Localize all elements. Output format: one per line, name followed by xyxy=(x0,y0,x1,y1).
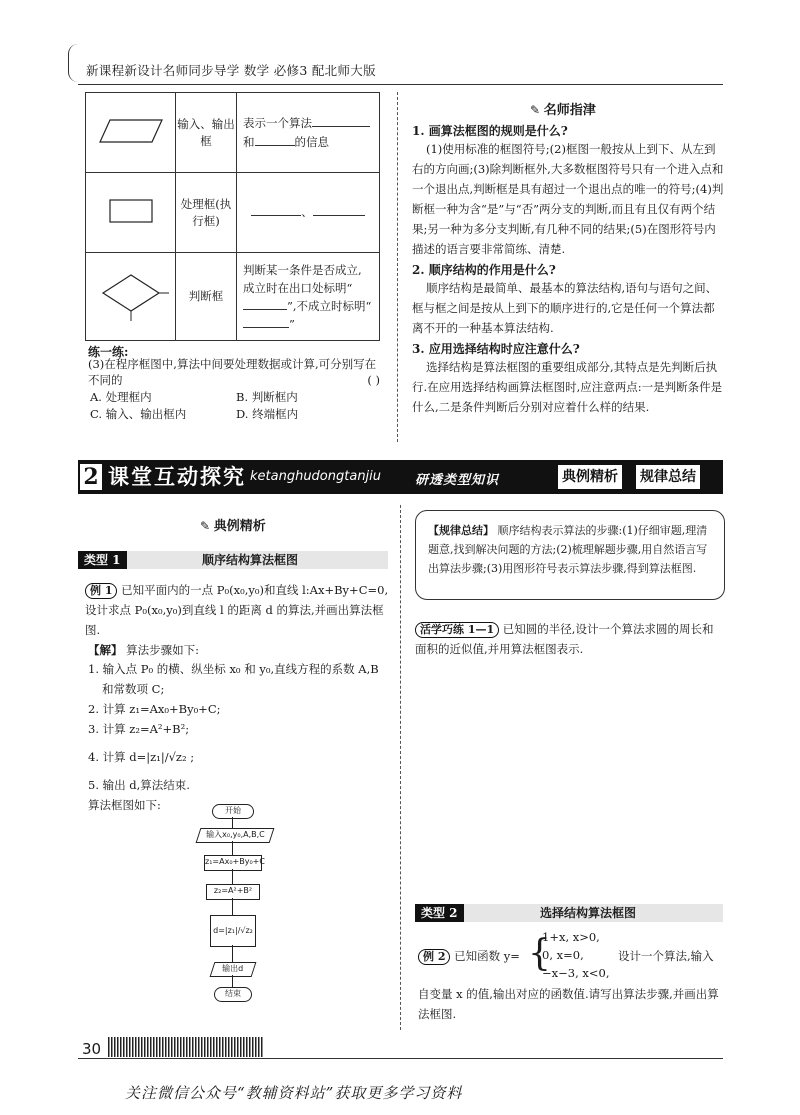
piecewise-cases xyxy=(542,928,609,982)
guide-q3: 3. 应用选择结构时应注意什么? xyxy=(412,342,580,356)
column-divider xyxy=(400,505,401,1030)
rectangle-symbol-icon xyxy=(86,173,176,253)
rule-summary-text: 【规律总结】 顺序结构表示算法的步骤:(1)仔细审题,理清题意,找到解决问题的方法;(2)梳理解题步骤,用自然语言写出算法步骤;(3)用图形符号表示算法步骤,得到算法框图. xyxy=(428,524,708,575)
solution-steps xyxy=(88,659,388,815)
header-rule xyxy=(78,84,723,85)
flow-d: d=|z₁|/√z₂ xyxy=(210,915,256,947)
symbol-table xyxy=(85,92,380,341)
practice-1-1-tag: 活学巧练 1—1 xyxy=(415,622,499,638)
guide-a1: (1)使用标准的框图符号;(2)框图一般按从上到下、从左到右的方向画;(3)除判断框外,大多数框图符号只有一个进入点和一个退出点,判断框是具有超过一个退出点的唯一的符号;(4)判断框一种为含“是”与“否”两分支的判断,而且有且仅有两个结果;另一种为多分支判断,有几种不同的结果;(5)在图形符号内描述的语言要非常简练、清楚. xyxy=(412,142,724,256)
footer-note: 关注微信公众号“教辅资料站”获取更多学习资料 xyxy=(125,1084,463,1102)
option-d: D. 终端框内 xyxy=(236,407,299,421)
option-c: C. 输入、输出框内 xyxy=(90,407,187,421)
step: 5. 输出 d,算法结束. xyxy=(88,778,190,792)
flow-arrow xyxy=(232,841,233,855)
example1-tag: 例 1 xyxy=(85,583,117,599)
flow-end: 结束 xyxy=(214,987,252,1002)
step: 4. 计算 d=|z₁|/√z₂ ; xyxy=(88,750,195,764)
section-title: 课堂互动探究 xyxy=(108,464,246,489)
guide-q2: 2. 顺序结构的作用是什么? xyxy=(412,263,556,277)
solution: 【解】 算法步骤如下: xyxy=(88,643,200,657)
example2-lead: 例 2 已知函数 y= xyxy=(418,946,520,966)
flow-output: 输出d xyxy=(210,962,257,977)
step: 2. 计算 z₁=Ax₀+By₀+C; xyxy=(88,702,221,716)
parallelogram-symbol-icon xyxy=(86,93,176,173)
case: −x−3, x<0, xyxy=(542,966,610,980)
page-number: 30 xyxy=(82,1040,102,1058)
type2-title: 选择结构算法框图 xyxy=(540,906,637,920)
guide-q1: 1. 画算法框图的规则是什么? xyxy=(412,124,568,138)
symbol-name: 处理框(执行框) xyxy=(176,173,237,253)
example1: 例 1 已知平面内的一点 P₀(x₀,y₀)和直线 l:Ax+By+C=0,设计求点 P₀(x₀,y₀)到直线 l 的距离 d 的算法,并画出算法框图. xyxy=(85,583,389,637)
type1-tag: 类型 1 xyxy=(78,551,127,569)
footer-rule xyxy=(78,1058,723,1059)
flow-start: 开始 xyxy=(212,804,254,819)
case: 1+x, x>0, xyxy=(542,930,600,944)
section-subtitle: 研透类型知识 xyxy=(415,473,500,488)
symbol-name: 输入、输出框 xyxy=(176,93,237,173)
practice-question: (3)在程序框图中,算法中间要处理数据或计算,可分别写在不同的 ( ) xyxy=(88,357,380,387)
flow-arrow xyxy=(232,817,233,828)
guide-a2: 顺序结构是最简单、最基本的算法结构,语句与语句之间、框与框之间是按从上到下的顺序进行的,它是任何一个算法都离不开的一种基本算法结构. xyxy=(412,281,718,335)
diamond-symbol-icon xyxy=(86,253,176,341)
page-header-title: 新课程新设计名师同步导学 数学 必修3 配北师大版 xyxy=(86,63,376,78)
flow-arrow xyxy=(232,869,233,884)
flow-arrow xyxy=(232,975,233,987)
guide-heading: ✎ 名师指津 xyxy=(530,103,596,118)
symbol-desc: 、 xyxy=(237,173,380,253)
flow-arrow xyxy=(232,898,233,915)
option-a: A. 处理框内 xyxy=(90,390,152,404)
flow-z1: z₁=Ax₀+By₀+C xyxy=(204,855,262,871)
step: 3. 计算 z₂=A²+B²; xyxy=(88,722,190,736)
type2-tag: 类型 2 xyxy=(415,904,464,922)
section-box-examples: 典例精析 xyxy=(558,465,622,489)
flow-input: 输入x₀,y₀,A,B,C xyxy=(196,828,275,843)
guide-a3: 选择结构是算法框图的重要组成部分,其特点是先判断后执行.在应用选择结构画算法框图时,应注意两点:一是判断条件是什么,二是条件判断后分别对应着什么样的结果. xyxy=(412,360,723,414)
flow-z2: z₂=A²+B² xyxy=(206,884,260,900)
option-b: B. 判断框内 xyxy=(236,390,298,404)
header-bracket xyxy=(68,44,79,82)
step: 1. 输入点 P₀ 的横、纵坐标 x₀ 和 y₀,直线方程的系数 A,B 和常数项 C; xyxy=(88,662,379,696)
example2-rest: 自变量 x 的值,输出对应的函数值.请写出算法步骤,并画出算法框图. xyxy=(418,987,719,1021)
section-pinyin: ketanghudongtanjiu xyxy=(250,469,382,484)
section-box-summary: 规律总结 xyxy=(636,465,700,489)
case: 0, x=0, xyxy=(542,948,584,962)
practice-title: 练一练: xyxy=(88,345,129,359)
flow-arrow xyxy=(232,945,233,962)
pencil-icon: ✎ xyxy=(530,103,541,117)
symbol-desc: 判断某一条件是否成立,成立时在出口处标明“”,不成立时标明“” xyxy=(237,253,380,341)
column-divider xyxy=(397,92,398,442)
pencil-icon: ✎ xyxy=(200,519,211,533)
brace-icon: { xyxy=(528,933,551,974)
symbol-desc: 表示一个算法 和 的信息 xyxy=(237,93,380,173)
guide-body xyxy=(412,122,724,417)
flow-intro: 算法框图如下: xyxy=(88,798,161,812)
type1-title: 顺序结构算法框图 xyxy=(202,553,299,567)
left-heading: ✎ 典例精析 xyxy=(200,519,266,534)
example2-tag: 例 2 xyxy=(418,949,450,965)
section-number: 2 xyxy=(80,464,102,490)
practice-1-1: 活学巧练 1—1 已知圆的半径,设计一个算法求圆的周长和面积的近似值,并用算法框图表示. xyxy=(415,622,714,656)
example2-mid: 设计一个算法,输入 xyxy=(618,949,714,963)
symbol-name: 判断框 xyxy=(176,253,237,341)
